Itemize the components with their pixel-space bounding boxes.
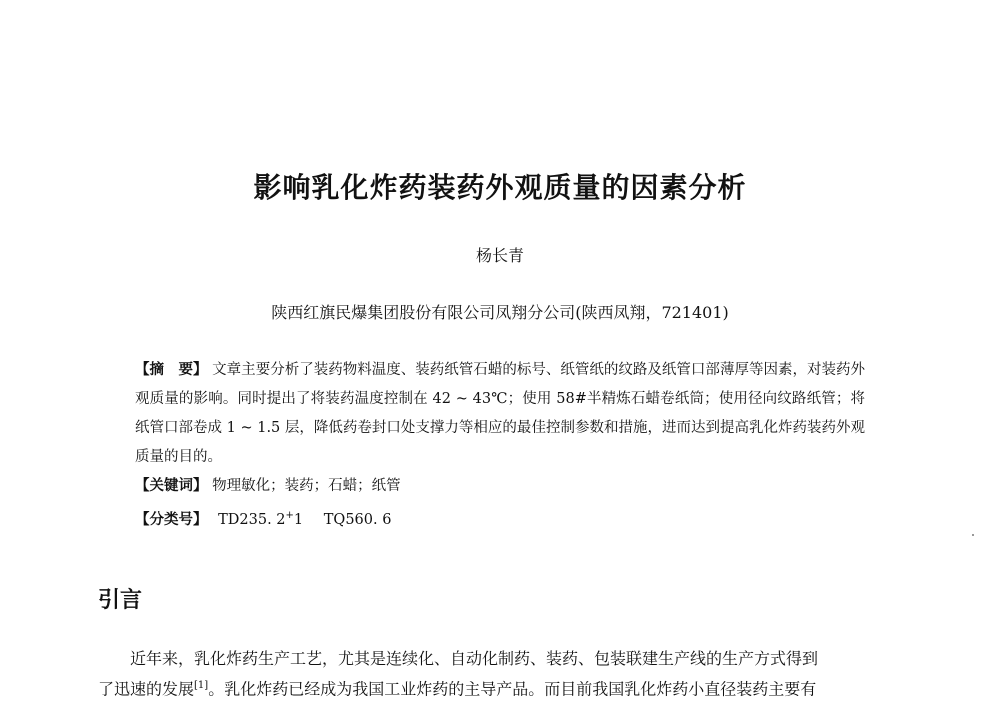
classification-code-2: TQ560. 6 [323,511,392,528]
abstract [135,356,865,472]
author-name: 杨长青 [475,246,524,265]
scan-speck [972,534,974,536]
body-line-1: 近年来，乳化炸药生产工艺，尤其是连续化、自动化制药、装药、包装联建生产线的生产方式得到 [130,649,819,668]
classification-line [135,501,865,535]
classification-code-1-main: TD235. 2 [218,511,286,528]
classification-code-1-tail: 1 [293,511,304,528]
classification-label: 【分类号】 [135,511,208,528]
citation-ref: [1] [194,680,209,691]
abstract-paragraph [135,356,865,472]
section-heading: 引言 [98,588,143,613]
keywords-line [135,472,865,501]
body-line-2-start: 了迅速的发展 [98,679,195,699]
classification-code-1 [218,512,303,528]
abstract-text: 文章主要分析了装药物料温度、装药纸管石蜡的标号、纸管纸的纹路及纸管口部薄厚等因素，对装药外观质量的影响。同时提出了将装药温度控制在 42 ~ 43℃；使用 58#半精炼石蜡卷纸筒；使用径向纹路纸管；将纸管口部卷成 1 ~ 1.5 层，降低药卷封口处支撑力等相应的最佳控制参数和措施，进而达到提高乳化炸药装药外观质量的目的。 [135,362,866,465]
classification-code-1-sup: + [285,510,294,521]
body-line-2 [98,672,916,702]
keywords-label: 【关键词】 [135,478,208,494]
affiliation: 陕西红旗民爆集团股份有限公司凤翔分公司(陕西凤翔，721401) [271,303,729,322]
keywords-text: 物理敏化；装药；石蜡；纸管 [212,478,401,494]
paper-title: 影响乳化炸药装药外观质量的因素分析 [253,171,747,204]
abstract-label: 【摘 要】 [135,362,208,378]
body-paragraph [98,645,916,702]
body-line-2-end: 。乳化炸药已经成为我国工业炸药的主导产品。而目前我国乳化炸药小直径装药主要有 [208,679,817,699]
